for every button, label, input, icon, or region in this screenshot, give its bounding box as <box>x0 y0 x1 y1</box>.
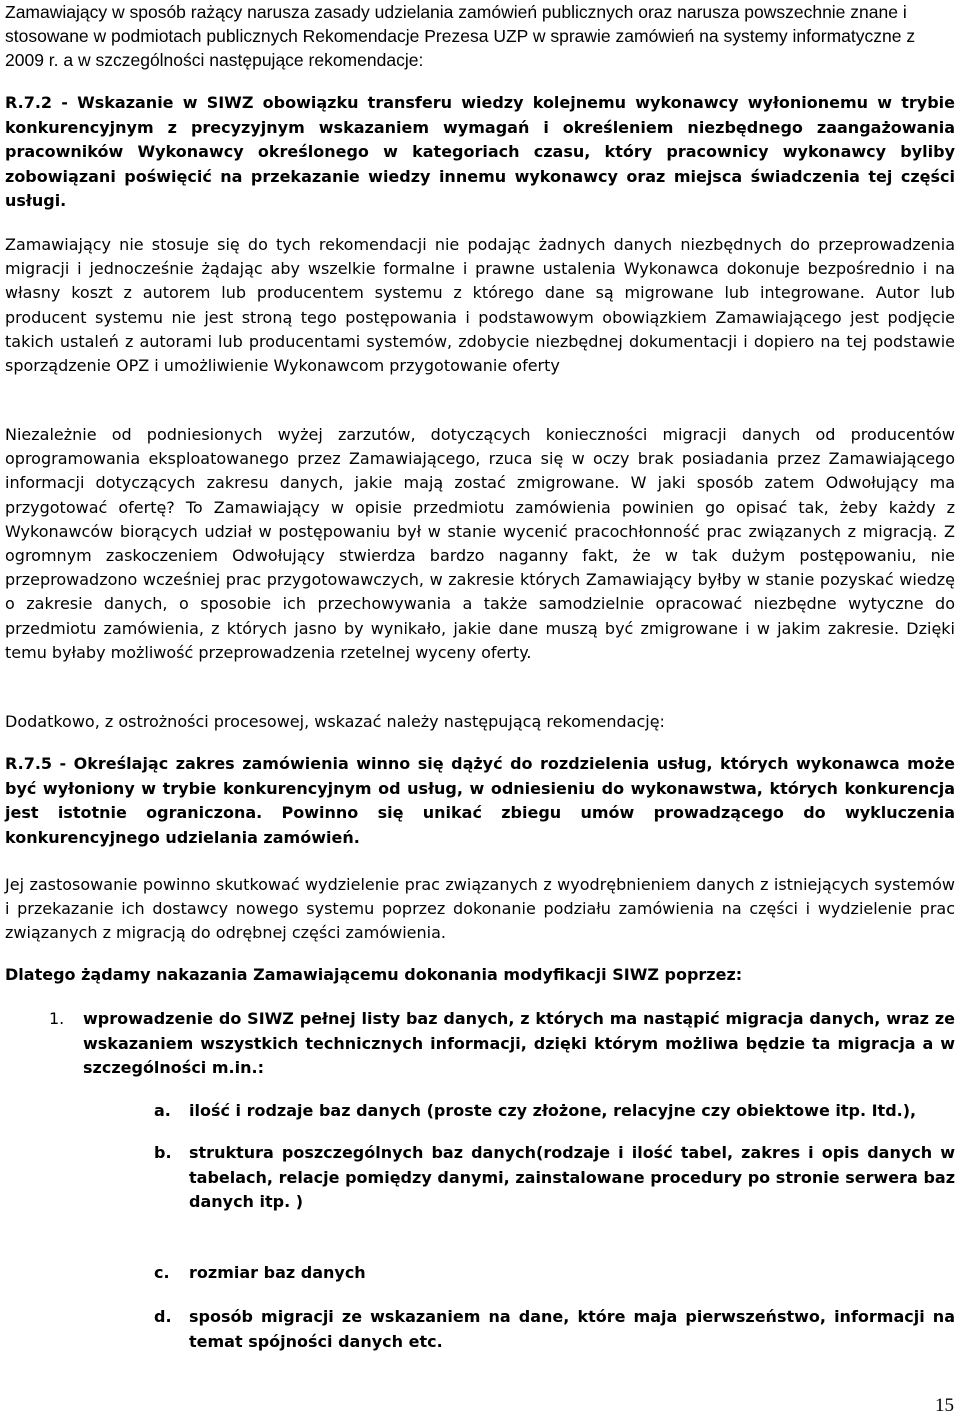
demand-heading: Dlatego żądamy nakazania Zamawiającemu dokonania modyfikacji SIWZ poprzez: <box>5 965 743 984</box>
paragraph-3: Dodatkowo, z ostrożności procesowej, wskazać należy następującą rekomendację: <box>5 712 665 731</box>
recommendation-r75: R.7.5 - Określając zakres zamówienia winno się dążyć do rozdzielenia usług, których wykonawca może być wyłoniony w trybie konkurencyjnym od usług, w odniesieniu do wykonawstwa, których konkurencja jest istotnie ograniczona. Powinno się unikać zbiegu umów prowadzącego do wykluczenia konkurencyjnego udzielania zamówień. <box>5 754 955 847</box>
intro-paragraph: Zamawiający w sposób rażący narusza zasady udzielania zamówień publicznych oraz narusza powszechnie znane i stosowane w podmiotach publicznych Rekomendacje Prezesa UZP w sprawie zamówień na systemy informatyczne z 2009 r. a w szczególności następujące rekomendacje: <box>5 2 916 70</box>
sub-item-letter: c. <box>154 1263 170 1282</box>
list-item-text: wprowadzenie do SIWZ pełnej listy baz danych, z których ma nastąpić migracja danych, wraz ze wskazaniem wszystkich technicznych informacji, dzięki którym możliwa będzie ta migracja a w szczególności m.in.: <box>83 1009 955 1077</box>
paragraph-2: Niezależnie od podniesionych wyżej zarzutów, dotyczących konieczności migracji danych od producentów oprogramowania eksploatowanego przez Zamawiającego, rzuca się w oczy brak posiadania przez Zamawiającego informacji dotyczących zakresu danych, jakie mają zostać zmigrowane. W jaki sposób zatem Odwołujący ma przygotować ofertę? To Zamawiający w opisie przedmiotu zamówienia powinien go opisać tak, żeby każdy z Wykonawców biorących udział w postępowaniu był w stanie wycenić pracochłonność prac związanych z migracją. Z ogromnym zaskoczeniem Odwołujący stwierdza bardzo naganny fakt, że w tak dużym postępowaniu, nie przeprowadzono wcześniej prac przygotowawczych, w zakresie których Zamawiający byłby w stanie pozyskać wiedzę o zakresie danych, o sposobie ich przechowywania a także samodzielnie opracować niezbędne wytyczne do przedmiotu zamówienia, z których jasno by wynikało, jakie dane muszą być zmigrowane i w jakim zakresie. Dzięki temu byłaby możliwość przeprowadzenia rzetelnej wyceny oferty. <box>5 425 955 662</box>
recommendation-r72: R.7.2 - Wskazanie w SIWZ obowiązku transferu wiedzy kolejnemu wykonawcy wyłonionemu w trybie konkurencyjnym z precyzyjnym wskazaniem wymagań i określeniem niezbędnego zaangażowania pracowników Wykonawcy określonego w kategoriach czasu, który pracownicy wykonawcy byliby zobowiązani poświęcić na przekazanie wiedzy innemu wykonawcy oraz miejsca świadczenia tej części usługi. <box>5 93 955 210</box>
paragraph-1: Zamawiający nie stosuje się do tych rekomendacji nie podając żadnych danych niezbędnych do przeprowadzenia migracji i jednocześnie żądając aby wszelkie formalne i prawne ustalenia Wykonawca dokonuje bezpośrednio i na własny koszt z autorem lub producentem systemu z którego dane są migrowane lub integrowane. Autor lub producent systemu nie jest stroną tego postępowania i podstawowym obowiązkiem Zamawiającego jest podjęcie takich ustaleń z autorami lub producentami systemów, zdobycie niezbędnej dokumentacji i dopiero na tej podstawie sporządzenie OPZ i umożliwienie Wykonawcom przygotowanie oferty <box>5 235 955 376</box>
sub-item-text: sposób migracji ze wskazaniem na dane, które maja pierwszeństwo, informacji na temat spójności danych etc. <box>189 1307 955 1351</box>
page-number: 15 <box>935 1395 954 1416</box>
paragraph-4: Jej zastosowanie powinno skutkować wydzielenie prac związanych z wyodrębnieniem danych z istniejących systemów i przekazanie ich dostawcy nowego systemu poprzez dokonanie podziału zamówienia na części i wydzielenie prac związanych z migracją do odrębnej części zamówienia. <box>5 875 955 943</box>
sub-item-letter: d. <box>154 1307 172 1326</box>
list-number: 1. <box>49 1009 65 1028</box>
sub-item-letter: a. <box>154 1101 171 1120</box>
sub-item-text: rozmiar baz danych <box>189 1263 366 1282</box>
sub-item-text: ilość i rodzaje baz danych (proste czy złożone, relacyjne czy obiektowe itp. Itd.), <box>189 1101 917 1120</box>
sub-item-letter: b. <box>154 1143 172 1162</box>
sub-item-text: struktura poszczególnych baz danych(rodzaje i ilość tabel, zakres i opis danych w tabelach, relacje pomiędzy danymi, zainstalowane procedury po stronie serwera baz danych itp. ) <box>189 1143 955 1211</box>
